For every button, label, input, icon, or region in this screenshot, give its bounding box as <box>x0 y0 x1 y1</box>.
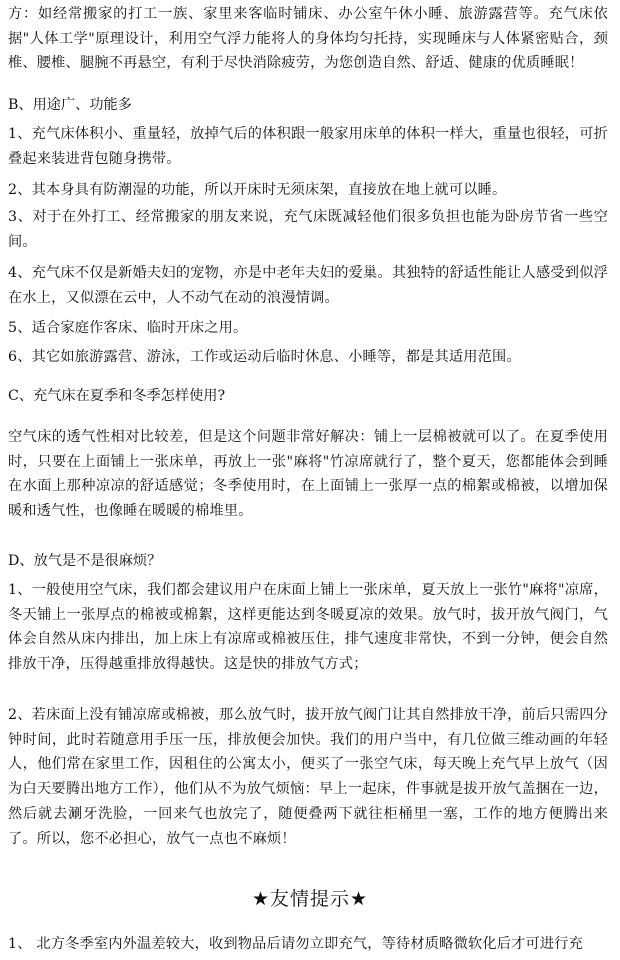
section-b-item-3: 3、对于在外打工、经常搬家的朋友来说，充气床既减轻他们很多负担也能为卧房节省一些空间。 <box>8 209 608 250</box>
tips-item-1: 1、 北方冬季室内外温差较大，收到物品后请勿立即充气，等待材质略微软化后才可进行充 <box>8 936 584 952</box>
section-c-heading: C、充气床在夏季和冬季怎样使用? <box>8 388 226 404</box>
section-b-item-2: 2、其本身具有防潮湿的功能，所以开床时无须床架，直接放在地上就可以睡。 <box>8 182 507 198</box>
star-right-icon: ★ <box>350 888 369 910</box>
star-left-icon: ★ <box>251 888 270 910</box>
section-d-item-1: 1、一般使用空气床，我们都会建议用户在床面上铺上一张床单，夏天放上一张竹"麻将"凉席，冬天铺上一张厚点的棉被或棉絮，这样更能达到冬暖夏凉的效果。放气时，拔开放气阀门，气体会自然从床内排出，加上床上有凉席或棉被压住，排气速度非常快，不到一分钟，便会自然排放干净，压得越重排放得越快。这是快的排放气方式； <box>8 582 608 673</box>
section-b-item-4: 4、充气床不仅是新婚夫妇的宠物，亦是中老年夫妇的爱巢。其独特的舒适性能让人感受到似浮在水上，又似漂在云中，人不动气在动的浪漫情调。 <box>8 265 608 306</box>
intro-paragraph: 方：如经常搬家的打工一族、家里来客临时铺床、办公室午休小睡、旅游露营等。充气床依据"人体工学"原理设计，利用空气浮力能将人的身体均匀托持，实现睡床与人体紧密贴合，颈椎、腰椎、腿腕不再悬空，有利于尽快消除疲劳，为您创造自然、舒适、健康的优质睡眠！ <box>8 6 608 72</box>
section-d-item-2: 2、若床面上没有铺凉席或棉被，那么放气时，拔开放气阀门让其自然排放干净，前后只需四分钟时间，此时若随意用手压一压，排放便会加快。我们的用户当中，有几位做三维动画的年轻人，他们常在家里工作，因租住的公寓太小，便买了一张空气床，每天晚上充气早上放气（因为白天要腾出地方工作），他们从不为放气烦恼：早上一起床，件事就是拔开放气盖捆在一边，然后就去涮牙洗脸，一回来气也放完了，随便叠两下就往柜桶里一塞，工作的地方便腾出来了。所以，您不必担心，放气一点也不麻烦！ <box>8 707 608 847</box>
section-b-item-1: 1、充气床体积小、重量轻，放掉气后的体积跟一般家用床单的体积一样大，重量也很轻，可折叠起来装进背包随身携带。 <box>8 126 608 167</box>
section-b-item-5: 5、适合家庭作客床、临时开床之用。 <box>8 320 248 336</box>
tips-title-text: 友情提示 <box>269 888 350 910</box>
section-d-heading: D、放气是不是很麻烦？ <box>8 553 162 569</box>
section-b-heading: B、用途广、功能多 <box>8 97 132 113</box>
section-b-item-6: 6、其它如旅游露营、游泳，工作或运动后临时休息、小睡等，都是其适用范围。 <box>8 349 521 365</box>
section-c-paragraph: 空气床的透气性相对比较差，但是这个问题非常好解决：铺上一层棉被就可以了。在夏季使用时，只要在上面铺上一张床单，再放上一张"麻将"竹凉席就行了，整个夏天，您都能体会到睡在水面上那种凉凉的舒适感觉；冬季使用时，在上面铺上一张厚一点的棉絮或棉被，以增加保暖和透气性，也像睡在暖暖的棉堆里。 <box>8 429 608 520</box>
tips-title <box>0 886 620 912</box>
